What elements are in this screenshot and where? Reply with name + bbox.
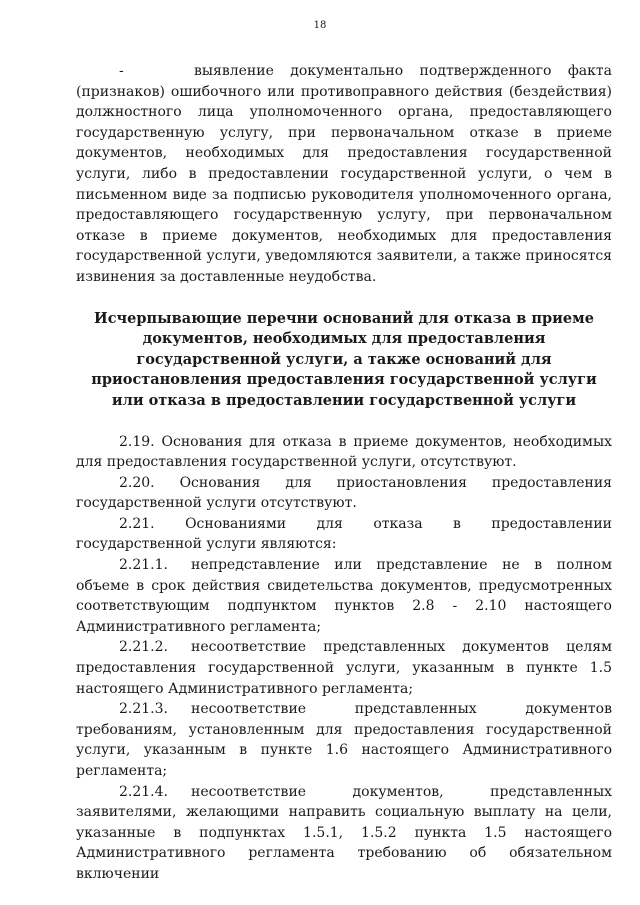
section-heading: Исчерпывающие перечни оснований для отказа в приеме документов, необходимых для предоставления государственной услуги, а также оснований для приостановления предоставления государственной услуги или отказа в предоставлении государственной услуги [91,309,597,409]
intro-paragraph [76,61,612,288]
clause-number: 2.21.3. [119,701,168,718]
paragraph-2-21-2 [76,637,612,699]
clause-text: несоответствие представленных документов целям предоставления государственной услуги, указанным в пункте 1.5 настоящего Административного регламента; [76,639,612,697]
paragraph-2-21-3 [76,699,612,781]
clause-text: несоответствие представленных документов требованиям, установленным для предоставления государственной услуги, указанным в пункте 1.6 настоящего Административного регламента; [76,701,612,779]
clause-number: 2.21.2. [119,639,168,656]
clause-number: 2.21.4. [119,783,168,800]
clause-text: непредставление или представление не в полном объеме в срок действия свидетельства документов, предусмотренных соответствующим подпунктом пунктов 2.8 - 2.10 настоящего Административного регламента; [76,557,612,635]
clause-text: несоответствие документов, представленных заявителями, желающими направить социальную выплату на цели, указанные в подпунктах 1.5.1, 1.5.2 пункта 1.5 настоящего Административного регламента требованию об обязательном включении [76,783,612,882]
intro-paragraph-text: выявление документально подтвержденного факта (признаков) ошибочного или противоправного действия (бездействия) должностного лица уполномоченного органа, предоставляющего государственную услугу, при первоначальном отказе в приеме документов, необходимых для предоставления государственной услуги, либо в предоставлении государственной услуги, о чем в письменном виде за подписью руководителя уполномоченного органа, предоставляющего государственную услугу, при первоначальном отказе в приеме документов, необходимых для предоставления государственной услуги, уведомляются заявители, а также приносятся извинения за доставленные неудобства. [76,63,612,285]
paragraph-2-21-1 [76,555,612,637]
list-dash: - [119,63,124,79]
paragraph-2-19: 2.19. Основания для отказа в приеме документов, необходимых для предоставления государственной услуги, отсутствуют. [76,433,612,471]
paragraph-2-20: 2.20. Основания для приостановления предоставления государственной услуги отсутствуют. [76,474,612,512]
paragraph-2-21-4 [76,782,612,885]
paragraph-2-21: 2.21. Основаниями для отказа в предоставлении государственной услуги являются: [76,515,612,553]
page-number: 18 [313,20,327,31]
clause-number: 2.21.1. [119,557,168,574]
document-body [76,61,612,885]
